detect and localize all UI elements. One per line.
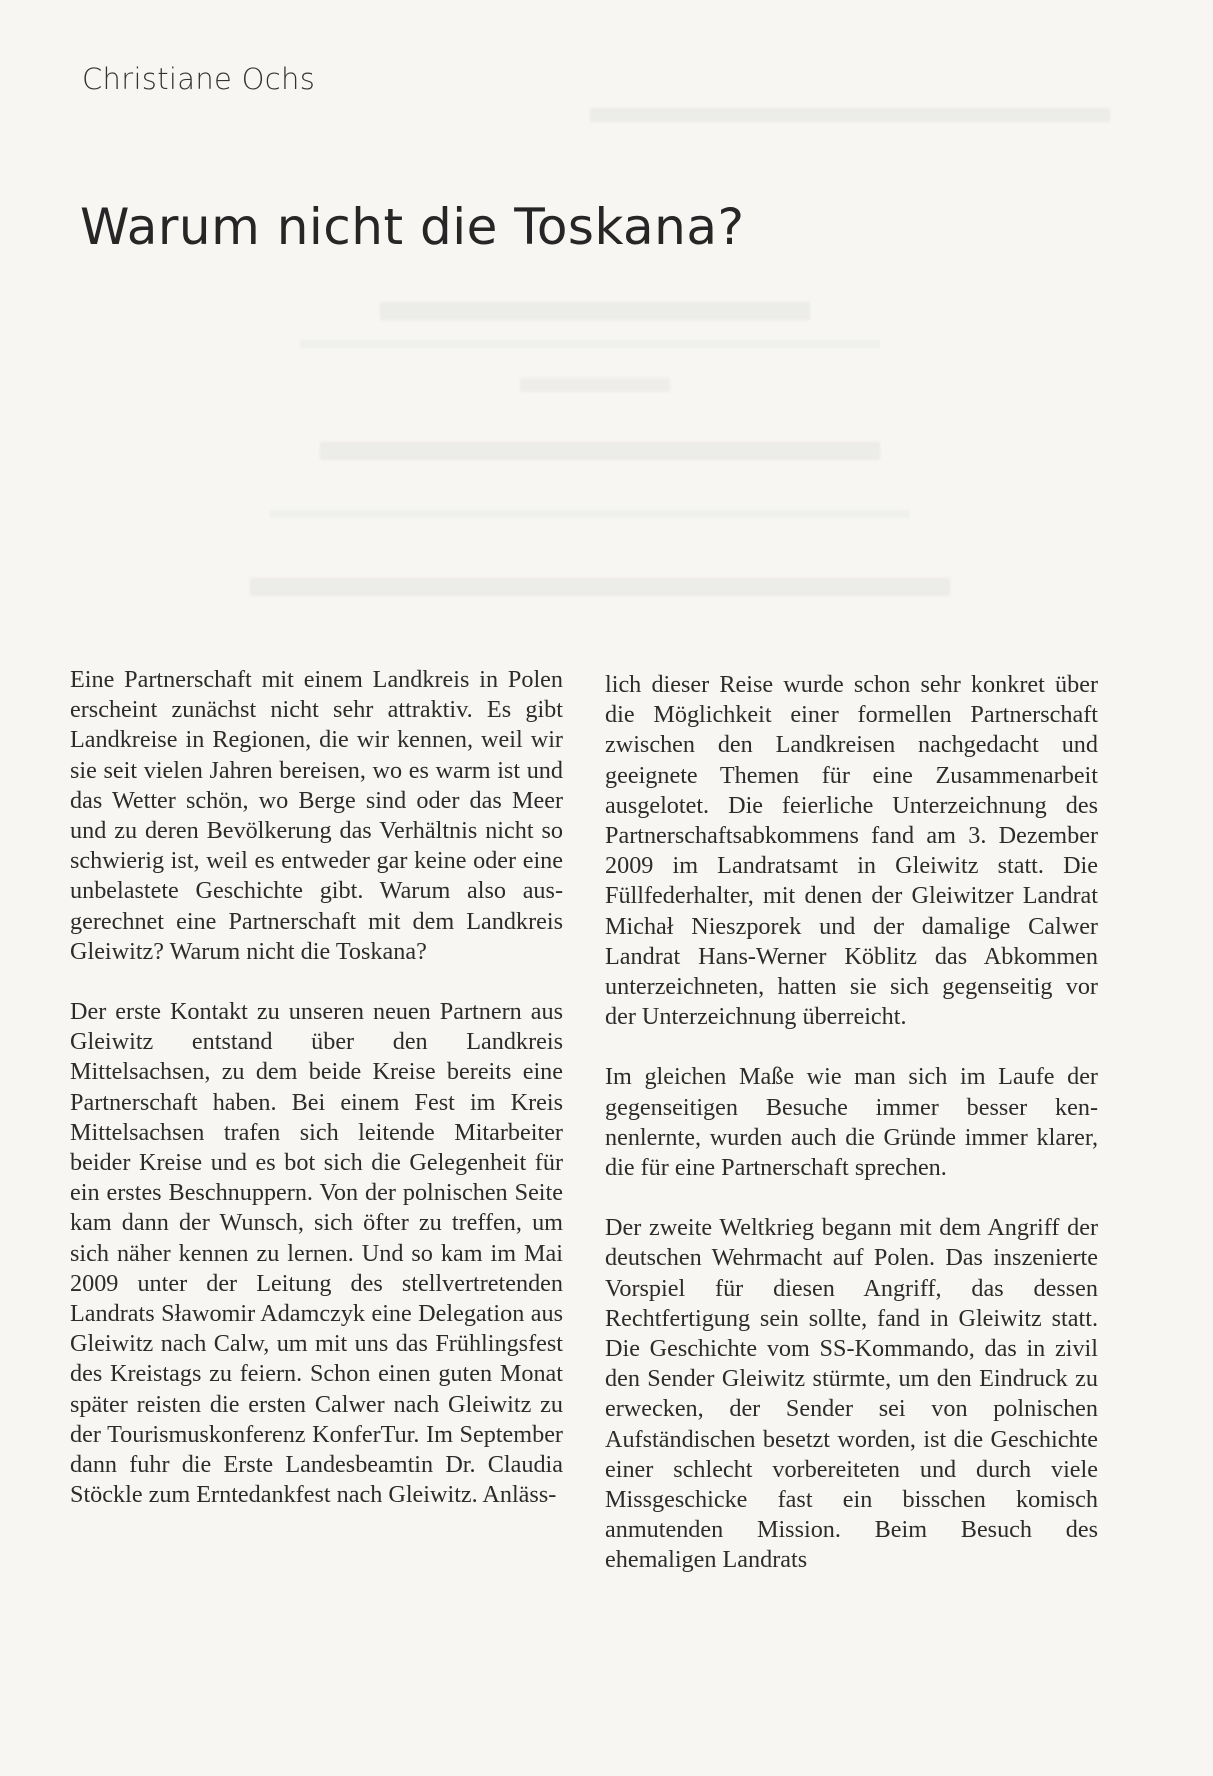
- page-title: Warum nicht die Toskana?: [80, 198, 745, 256]
- paragraph: lich dieser Reise wurde schon sehr konkret über die Möglichkeit einer formellen Partnerschaft zwischen den Landkreisen nachgedacht und geeignete Themen für eine Zusammenarbeit ausgelotet. Die feierliche Unterzeichnung des Partnerschaftsabkommens fand am 3. Dezember 2009 im Landratsamt in Gleiwitz statt. Die Füllfederhalter, mit denen der Gleiwitzer Landrat Michał Nieszporek und der damalige Calwer Landrat Hans-Werner Köblitz das Abkommen unterzeichneten, hatten sie sich gegenseitig vor der Unterzeichnung überreicht.: [605, 671, 1098, 1031]
- text-column-left: [70, 665, 563, 1510]
- author-name: Christiane Ochs: [82, 62, 316, 96]
- paragraph: Der erste Kontakt zu unseren neuen Partnern aus Gleiwitz entstand über den Landkreis Mittelsachsen, zu dem beide Kreise bereits eine Partnerschaft haben. Bei einem Fest im Kreis Mittelsachsen trafen sich leitende Mitarbeiter beider Kreise und es bot sich die Gelegenheit für ein erstes Beschnuppern. Von der polnischen Seite kam dann der Wunsch, sich öfter zu treffen, um sich näher kennen zu lernen. Und so kam im Mai 2009 unter der Leitung des stellvertretenden Landrats Sławomir Adamczyk eine Delegation aus Gleiwitz nach Calw, um mit uns das Frühlingsfest des Kreistags zu feiern. Schon einen guten Monat später reisten die ersten Calwer nach Gleiwitz zu der Tourismuskonferenz KonferTur. Im September dann fuhr die Erste Landesbeamtin Dr. Claudia Stöckle zum Erntedankfest nach Gleiwitz. Anläss-: [70, 998, 563, 1509]
- paragraph: Eine Partnerschaft mit einem Landkreis in Polen erscheint zunächst nicht sehr attraktiv. Es gibt Landkreise in Regionen, die wir kennen, weil wir sie seit vielen Jahren bereisen, wo es warm ist und das Wetter schön, wo Berge sind oder das Meer und zu deren Bevölkerung das Verhältnis nicht so schwierig ist, weil es entweder gar keine oder eine unbelastete Geschichte gibt. Warum also ausgerechnet eine Partnerschaft mit dem Landkreis Gleiwitz? Warum nicht die Toskana?: [70, 666, 563, 965]
- paragraph: Im gleichen Maße wie man sich im Laufe der gegenseitigen Besuche immer besser kennenlernte, wurden auch die Gründe immer klarer, die für eine Partnerschaft sprechen.: [605, 1063, 1098, 1182]
- text-column-right: [605, 670, 1098, 1576]
- paragraph: Der zweite Weltkrieg begann mit dem Angriff der deutschen Wehrmacht auf Polen. Das inszenierte Vorspiel für diesen Angriff, das dessen Rechtfertigung sein sollte, fand in Gleiwitz statt. Die Geschichte vom SS-Kommando, das in zivil den Sender Gleiwitz stürmte, um den Eindruck zu erwecken, der Sender sei von polnischen Aufständischen besetzt worden, ist die Geschichte einer schlecht vorbereiteten und durch viele Missgeschicke fast ein bisschen komisch anmutenden Mission. Beim Besuch des ehemaligen Landrats: [605, 1214, 1098, 1574]
